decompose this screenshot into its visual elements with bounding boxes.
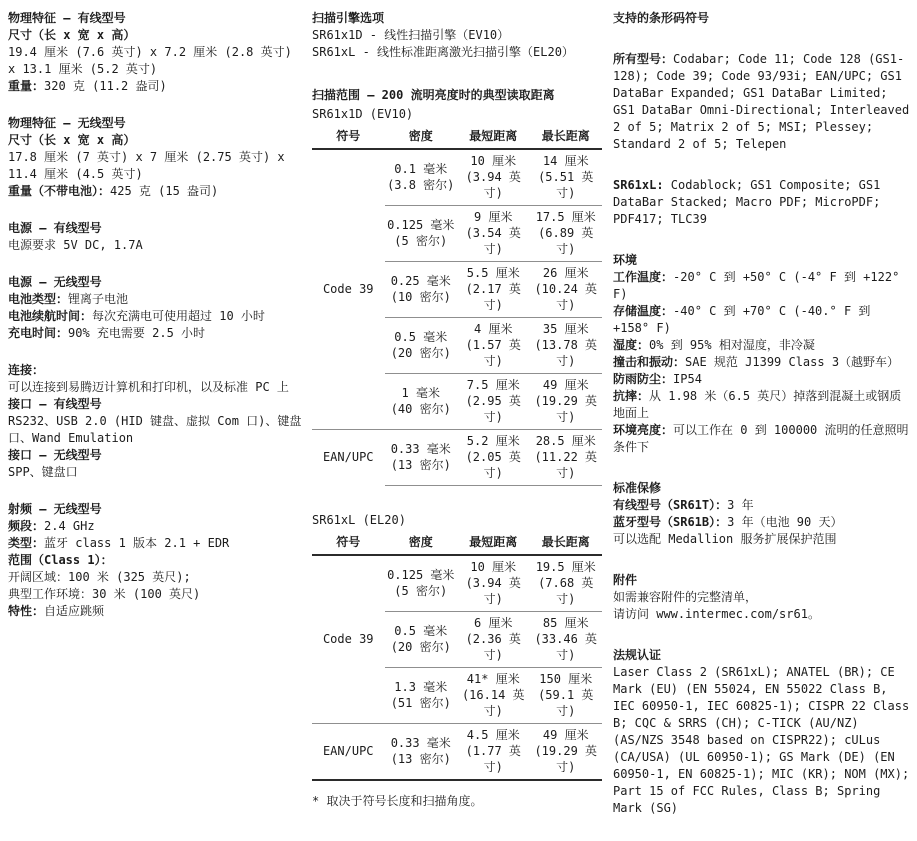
column-header-density: 密度 <box>385 532 458 555</box>
spec-line <box>8 447 306 464</box>
metric-alt: (20 密尔) <box>390 640 451 654</box>
symbol-cell: Code 39 <box>322 282 374 296</box>
spec-value: 如需兼容附件的完整清单， <box>613 590 758 604</box>
metric-value: 5.5 厘米 <box>466 266 520 280</box>
spec-line <box>613 269 913 303</box>
metric-value: 5.2 厘米 <box>466 434 520 448</box>
column-header-symbol: 符号 <box>312 532 385 555</box>
spec-line <box>8 325 306 342</box>
spec-label: 抗摔： <box>613 389 650 403</box>
density-cell <box>385 206 458 262</box>
column-header-symbol: 符号 <box>312 126 385 149</box>
spec-line <box>8 44 306 78</box>
section-symbologies-sr61xl <box>613 177 913 228</box>
min-distance-cell <box>457 374 530 430</box>
metric-alt: (2.95 英寸) <box>465 394 521 424</box>
spec-line <box>613 371 913 388</box>
spec-value: RS232、USB 2.0 (HID 键盘、虚拟 Com 口)、键盘口、Wand Emulation <box>8 414 302 445</box>
min-distance-cell <box>457 318 530 374</box>
spec-value: 2.4 GHz <box>44 519 95 533</box>
spec-value: 典型工作环境：30 米 (100 英尺) <box>8 587 201 601</box>
spec-label: 电池类型： <box>8 292 69 306</box>
section-accessories <box>613 572 913 623</box>
metric-alt: (16.14 英寸) <box>461 688 525 718</box>
spec-value: 每次充满电可使用超过 10 小时 <box>92 309 265 323</box>
table-header-row <box>312 126 602 149</box>
spec-value: 可以连接到易腾迈计算机和打印机，以及标准 PC 上 <box>8 380 289 394</box>
metric-alt: (3.54 英寸) <box>465 226 521 256</box>
spec-label: 存储温度： <box>613 304 674 318</box>
max-distance-cell <box>530 612 603 668</box>
metric-alt: (5.51 英寸) <box>538 170 594 200</box>
metric-alt: (33.46 英寸) <box>534 632 598 662</box>
min-distance-cell <box>457 430 530 486</box>
metric-alt: (13 密尔) <box>390 458 451 472</box>
column-header-max-distance: 最长距离 <box>530 532 603 555</box>
section-scan-engines <box>312 10 602 61</box>
section-warranty <box>613 480 913 548</box>
spec-label: 撞击和振动： <box>613 355 686 369</box>
spec-line <box>8 237 306 254</box>
spec-label: 尺寸（长 x 宽 x 高） <box>8 28 136 42</box>
section-connectivity <box>8 362 306 481</box>
spec-line <box>8 518 306 535</box>
spec-line <box>613 589 913 606</box>
middle-column <box>312 10 602 810</box>
spec-label: 尺寸（长 x 宽 x 高） <box>8 133 136 147</box>
spec-line <box>8 413 306 447</box>
metric-value: 26 厘米 <box>542 266 589 280</box>
max-distance-cell <box>530 668 603 724</box>
metric-alt: (3.94 英寸) <box>465 170 521 200</box>
density-cell <box>385 430 458 486</box>
metric-alt: (13.78 英寸) <box>534 338 598 368</box>
density-cell <box>385 374 458 430</box>
metric-value: 0.25 毫米 <box>390 274 451 288</box>
table-header-row <box>312 532 602 555</box>
max-distance-cell <box>530 724 603 781</box>
spec-value: 可以工作在 0 到 100000 流明的任意照明条件下 <box>613 423 909 454</box>
metric-alt: (7.68 英寸) <box>538 576 594 606</box>
spec-value: 请访问 www.intermec.com/sr61。 <box>613 607 820 621</box>
min-distance-cell <box>457 262 530 318</box>
section-radio <box>8 501 306 620</box>
metric-value: 49 厘米 <box>542 728 589 742</box>
spec-line <box>8 535 306 552</box>
metric-value: 4.5 厘米 <box>466 728 520 742</box>
section-title: 射频 — 无线型号 <box>8 502 102 516</box>
spec-value: 320 克 (11.2 盎司) <box>44 79 167 93</box>
metric-alt: (19.29 英寸) <box>534 394 598 424</box>
spec-value: -20° C 到 +50° C (-4° F 到 +122° F) <box>613 270 900 301</box>
section-title: 电源 — 无线型号 <box>8 275 102 289</box>
metric-value: 19.5 厘米 <box>535 560 596 574</box>
spec-value: Codabar; Code 11; Code 128 (GS1-128); Code 39; Code 93/93i; EAN/UPC; GS1 DataBar Expanded; GS1 DataBar Limited; GS1 DataBar Omni-Directional; Interleaved 2 of 5; Matrix 2 of 5; MSI; Plessey; Standard 2 of 5; Telepen <box>613 52 910 151</box>
min-distance-cell <box>457 206 530 262</box>
spec-value: -40° C 到 +70° C (-40.° F 到 +158° F) <box>613 304 871 335</box>
section-physical-wireless <box>8 115 306 200</box>
spec-label: 特性： <box>8 604 45 618</box>
spec-line <box>8 149 306 183</box>
density-cell <box>385 318 458 374</box>
metric-alt: (5 密尔) <box>394 584 448 598</box>
metric-value: 35 厘米 <box>542 322 589 336</box>
spec-value: SAE 规范 J1399 Class 3（越野车） <box>685 355 900 369</box>
metric-value: 0.1 毫米 <box>394 162 448 176</box>
column-header-max-distance: 最长距离 <box>530 126 603 149</box>
spec-line <box>613 51 913 153</box>
metric-value: 7.5 厘米 <box>466 378 520 392</box>
spec-value: 从 1.98 米（6.5 英尺）掉落到混凝土或钢质地面上 <box>613 389 902 420</box>
metric-value: 9 厘米 <box>474 210 513 224</box>
density-cell <box>385 612 458 668</box>
symbol-cell: EAN/UPC <box>312 724 385 781</box>
spec-label: 防雨防尘： <box>613 372 674 386</box>
section-regulatory <box>613 647 913 817</box>
spec-line <box>8 569 306 586</box>
density-cell <box>385 149 458 206</box>
spec-label: 湿度： <box>613 338 650 352</box>
spec-line <box>613 497 913 514</box>
metric-value: 49 厘米 <box>542 378 589 392</box>
spec-line <box>613 337 913 354</box>
spec-value: 蓝牙 class 1 版本 2.1 + EDR <box>44 536 230 550</box>
spec-value: 0% 到 95% 相对湿度，非冷凝 <box>649 338 815 352</box>
spec-line <box>8 396 306 413</box>
min-distance-cell <box>457 724 530 781</box>
spec-value: 19.4 厘米 (7.6 英寸) x 7.2 厘米 (2.8 英寸) x 13.1 厘米 (5.2 英寸) <box>8 45 292 76</box>
section-title: 连接： <box>8 363 45 377</box>
spec-value: 17.8 厘米 (7 英寸) x 7 厘米 (2.75 英寸) x 11.4 厘米 (4.5 英寸) <box>8 150 285 181</box>
section-title: 物理特征 — 有线型号 <box>8 11 126 25</box>
spec-line <box>613 422 913 456</box>
metric-value: 0.5 毫米 <box>394 330 448 344</box>
spec-value: 自适应跳频 <box>44 604 105 618</box>
metric-value: 0.125 毫米 <box>387 218 455 232</box>
metric-alt: (13 密尔) <box>390 752 451 766</box>
spec-line <box>8 464 306 481</box>
spec-value: 电源要求 5V DC, 1.7A <box>8 238 143 252</box>
metric-value: 0.33 毫米 <box>390 736 451 750</box>
metric-value: 1.3 毫米 <box>394 680 448 694</box>
metric-value: 6 厘米 <box>474 616 513 630</box>
symbol-cell: Code 39 <box>322 632 374 646</box>
metric-alt: (2.36 英寸) <box>465 632 521 662</box>
table-caption-ev10: SR61x1D (EV10) <box>312 107 414 121</box>
metric-alt: (51 密尔) <box>390 696 451 710</box>
spec-line <box>8 78 306 95</box>
section-title: 电源 — 有线型号 <box>8 221 102 235</box>
spec-label: 频段： <box>8 519 45 533</box>
spec-line <box>613 606 913 623</box>
metric-alt: (10.24 英寸) <box>534 282 598 312</box>
spec-line <box>8 603 306 620</box>
column-header-min-distance: 最短距离 <box>457 532 530 555</box>
section-power-wireless <box>8 274 306 342</box>
metric-value: 85 厘米 <box>542 616 589 630</box>
metric-value: 1 毫米 <box>401 386 440 400</box>
table-caption-el20: SR61xL (EL20) <box>312 513 406 527</box>
section-title: 扫描引擎选项 <box>312 11 385 25</box>
column-header-min-distance: 最短距离 <box>457 126 530 149</box>
spec-label: 有线型号（SR61T）： <box>613 498 728 512</box>
metric-alt: (20 密尔) <box>390 346 451 360</box>
spec-label: 接口 — 有线型号 <box>8 397 102 411</box>
metric-alt: (5 密尔) <box>394 234 448 248</box>
spec-line <box>8 586 306 603</box>
density-cell <box>385 262 458 318</box>
spec-label: 范围（Class 1）： <box>8 553 113 567</box>
section-title: 附件 <box>613 573 638 587</box>
max-distance-cell <box>530 262 603 318</box>
section-title: 标准保修 <box>613 481 662 495</box>
metric-alt: (2.05 英寸) <box>465 450 521 480</box>
left-column <box>8 10 306 640</box>
spec-line <box>8 183 306 200</box>
metric-value: 41* 厘米 <box>466 672 520 686</box>
metric-alt: (1.57 英寸) <box>465 338 521 368</box>
spec-value: 3 年 <box>727 498 754 512</box>
metric-alt: (3.94 英寸) <box>465 576 521 606</box>
metric-alt: (59.1 英寸) <box>538 688 594 718</box>
symbol-cell: EAN/UPC <box>312 430 385 486</box>
metric-alt: (19.29 英寸) <box>534 744 598 774</box>
spec-line <box>613 531 913 548</box>
spec-label: 类型： <box>8 536 45 550</box>
right-column <box>613 10 913 841</box>
min-distance-cell <box>457 668 530 724</box>
section-title: 法规认证 <box>613 648 662 662</box>
section-symbologies-all-models <box>613 51 913 153</box>
scan-range-title: 扫描范围 — 200 流明亮度时的典型读取距离 <box>312 88 555 102</box>
spec-label: 环境亮度： <box>613 423 674 437</box>
table-row <box>312 724 602 781</box>
spec-line <box>8 379 306 396</box>
section-environment <box>613 252 913 456</box>
metric-value: 17.5 厘米 <box>535 210 596 224</box>
spec-label: 蓝牙型号（SR61B）： <box>613 515 728 529</box>
spec-line <box>613 514 913 531</box>
max-distance-cell <box>530 374 603 430</box>
spec-line <box>8 132 306 149</box>
spec-line <box>8 27 306 44</box>
spec-line <box>613 177 913 228</box>
section-physical-wired <box>8 10 306 95</box>
metric-value: 150 厘米 <box>539 672 593 686</box>
min-distance-cell <box>457 555 530 612</box>
spec-value: 90% 充电需要 2.5 小时 <box>68 326 206 340</box>
scan-range-table-el20 <box>312 532 602 781</box>
scan-range-table-ev10 <box>312 126 602 486</box>
metric-value: 14 厘米 <box>542 154 589 168</box>
max-distance-cell <box>530 206 603 262</box>
spec-label: 重量（不带电池）： <box>8 184 111 198</box>
engine-option-line: SR61x1D - 线性扫描引擎（EV10） <box>312 28 510 42</box>
spec-label: 重量： <box>8 79 45 93</box>
spec-label: 工作温度： <box>613 270 674 284</box>
spec-label: 所有型号： <box>613 52 674 66</box>
column-header-density: 密度 <box>385 126 458 149</box>
spec-value: SPP、键盘口 <box>8 465 78 479</box>
spec-value: 可以选配 Medallion 服务扩展保护范围 <box>613 532 837 546</box>
metric-alt: (3.8 密尔) <box>387 178 455 192</box>
section-title: 支持的条形码符号 <box>613 11 710 25</box>
spec-label: 接口 — 无线型号 <box>8 448 102 462</box>
section-symbologies-title <box>613 10 913 27</box>
max-distance-cell <box>530 555 603 612</box>
metric-value: 0.5 毫米 <box>394 624 448 638</box>
min-distance-cell <box>457 149 530 206</box>
metric-value: 4 厘米 <box>474 322 513 336</box>
spec-value: 425 克 (15 盎司) <box>110 184 219 198</box>
max-distance-cell <box>530 430 603 486</box>
section-title: 环境 <box>613 253 638 267</box>
spec-line <box>613 354 913 371</box>
max-distance-cell <box>530 149 603 206</box>
density-cell <box>385 724 458 781</box>
density-cell <box>385 555 458 612</box>
table-footnote: * 取决于符号长度和扫描角度。 <box>312 794 483 808</box>
spec-line <box>613 303 913 337</box>
spec-label: SR61xL: <box>613 178 671 192</box>
spec-label: 充电时间： <box>8 326 69 340</box>
metric-alt: (11.22 英寸) <box>534 450 598 480</box>
density-cell <box>385 668 458 724</box>
spec-value: IP54 <box>673 372 702 386</box>
spec-line <box>8 552 306 569</box>
spec-line <box>613 664 913 817</box>
engine-option-line: SR61xL - 线性标准距离激光扫描引擎（EL20） <box>312 45 574 59</box>
spec-line <box>8 291 306 308</box>
metric-alt: (1.77 英寸) <box>465 744 521 774</box>
max-distance-cell <box>530 318 603 374</box>
spec-value: 锂离子电池 <box>68 292 129 306</box>
table-row <box>312 430 602 486</box>
spec-value: 3 年（电池 90 天） <box>727 515 843 529</box>
spec-line <box>8 308 306 325</box>
spec-line <box>613 388 913 422</box>
metric-alt: (6.89 英寸) <box>538 226 594 256</box>
metric-value: 0.125 毫米 <box>387 568 455 582</box>
spec-label: 电池续航时间： <box>8 309 93 323</box>
table-row <box>312 555 602 612</box>
table-row <box>312 149 602 206</box>
metric-alt: (2.17 英寸) <box>465 282 521 312</box>
metric-alt: (40 密尔) <box>390 402 451 416</box>
metric-alt: (10 密尔) <box>390 290 451 304</box>
metric-value: 28.5 厘米 <box>535 434 596 448</box>
min-distance-cell <box>457 612 530 668</box>
section-power-wired <box>8 220 306 254</box>
section-title: 物理特征 — 无线型号 <box>8 116 126 130</box>
metric-value: 10 厘米 <box>470 560 517 574</box>
spec-value: 开阔区域：100 米 (325 英尺); <box>8 570 191 584</box>
spec-value: Laser Class 2 (SR61xL); ANATEL (BR); CE Mark (EU) (EN 55024, EN 55022 Class B, IEC 60950-1, IEC 60825-1); CISPR 22 Class B; CQC & SRRS (CH); C-TICK (AU/NZ) (AS/NZS 3548 based on CISPR22); cULus (CA/USA) (UL 60950-1); GS Mark (DE) (EN 60950-1, EN 60825-1); MIC (KR); NOM (MX); Part 15 of FCC Rules, Class B; Spring Mark (SG) <box>613 665 910 815</box>
spec-value: Codablock; GS1 Composite; GS1 DataBar Stacked; Macro PDF; MicroPDF; PDF417; TLC39 <box>613 178 881 226</box>
metric-value: 0.33 毫米 <box>390 442 451 456</box>
metric-value: 10 厘米 <box>470 154 517 168</box>
